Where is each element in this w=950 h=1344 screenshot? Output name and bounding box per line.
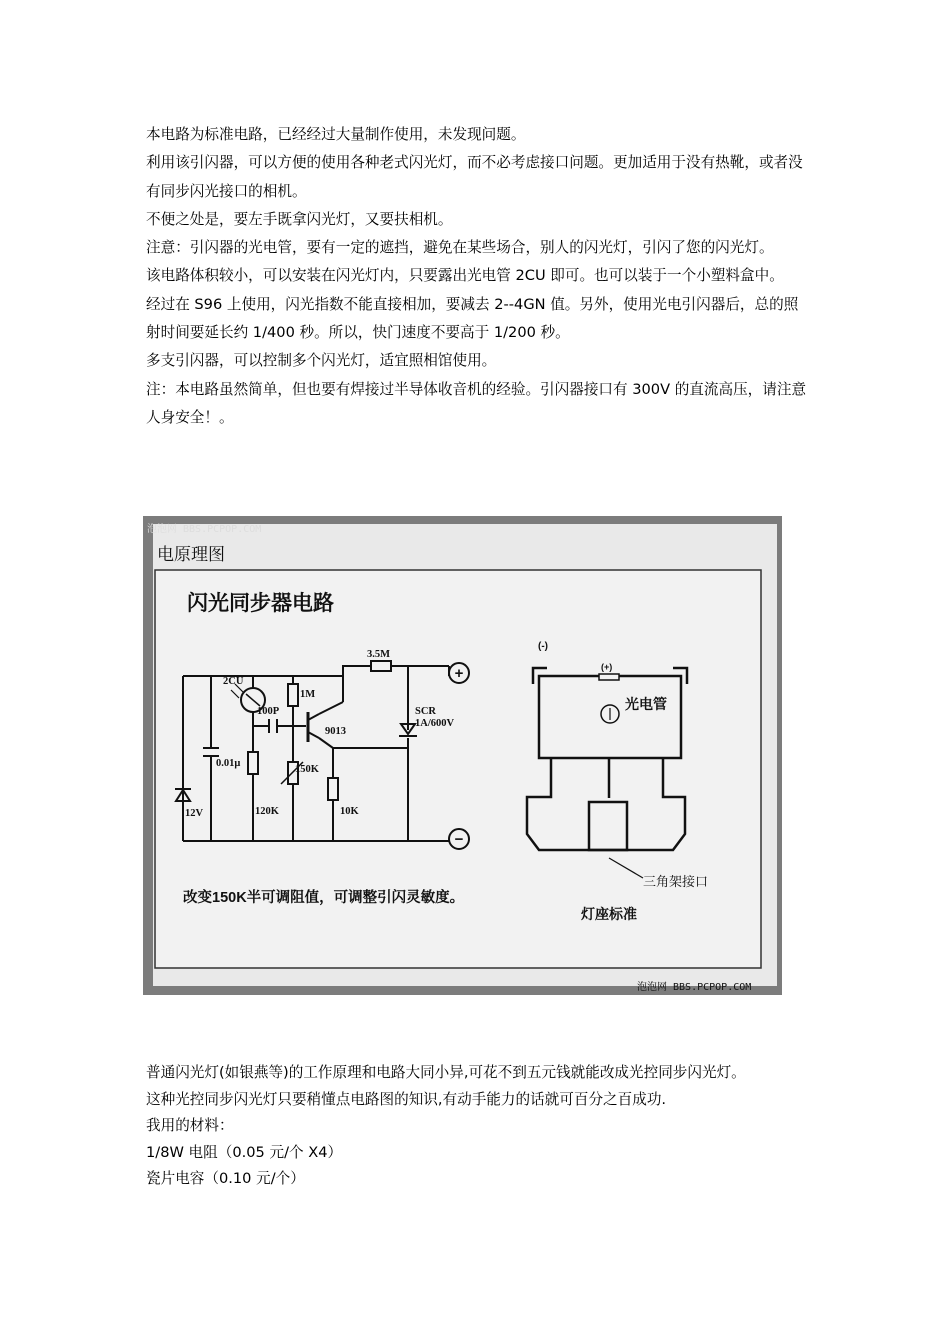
paragraph: 这种光控同步闪光灯只要稍懂点电路图的知识,有动手能力的话就可百分之百成功. bbox=[146, 1090, 667, 1108]
label-12v: 12V bbox=[185, 808, 204, 819]
label-scr: SCR bbox=[415, 706, 437, 717]
paragraph: 利用该引闪器，可以方便的使用各种老式闪光灯，而不必考虑接口问题。更加适用于没有热靴，或者没有同步闪光接口的相机。 bbox=[146, 154, 803, 200]
resistor-1m bbox=[288, 684, 298, 706]
paragraph: 多支引闪器，可以控制多个闪光灯，适宜照相馆使用。 bbox=[146, 352, 497, 370]
label-lamp-base: 灯座标准 bbox=[581, 906, 637, 922]
resistor-120k bbox=[248, 752, 258, 774]
plus-label: + bbox=[454, 665, 464, 682]
watermark-top: 泡泡网 BBS.PCPOP.COM bbox=[147, 524, 262, 535]
intro-text bbox=[146, 121, 810, 432]
figure-caption: 电原理图 bbox=[157, 545, 225, 564]
label-scr-rating: 1A/600V bbox=[415, 718, 455, 729]
circuit-title: 闪光同步器电路 bbox=[187, 592, 334, 615]
label-tripod: 三角架接口 bbox=[643, 874, 709, 889]
label-10k: 10K bbox=[340, 806, 359, 817]
watermark-bottom: 泡泡网 BBS.PCPOP.COM bbox=[637, 982, 752, 993]
label-001: 0.01μ bbox=[216, 758, 241, 769]
paragraph: 普通闪光灯(如银燕等)的工作原理和电路大同小异,可花不到五元钱就能改成光控同步闪光灯。 bbox=[146, 1064, 746, 1081]
label-3.5m: 3.5M bbox=[367, 649, 391, 660]
resistor-10k bbox=[328, 778, 338, 800]
paragraph: 经过在 S96 上使用，闪光指数不能直接相加，要减去 2--4GN 值。另外，使用光电引闪器后，总的照射时间要延长约 1/400 秒。所以，快门速度不要高于 1/200 秒。 bbox=[146, 295, 799, 342]
minus-label: − bbox=[454, 831, 464, 848]
circuit-diagram-photo bbox=[143, 516, 782, 995]
label-neg-small: (-) bbox=[538, 641, 548, 652]
label-9013: 9013 bbox=[325, 726, 346, 737]
paragraph: 我用的材料： bbox=[146, 1117, 234, 1134]
paragraph: 注：本电路虽然简单，但也要有焊接过半导体收音机的经验。引闪器接口有 300V 的直流高压，请注意人身安全！。 bbox=[146, 380, 807, 426]
paragraph: 该电路体积较小，可以安装在闪光灯内，只要露出光电管 2CU 即可。也可以装于一个小塑料盒中。 bbox=[146, 267, 784, 285]
label-pos-small: (+) bbox=[601, 662, 613, 672]
paragraph: 本电路为标准电路，已经经过大量制作使用，未发现问题。 bbox=[146, 126, 526, 143]
label-100p: 100P bbox=[257, 706, 280, 717]
label-2cu: 2CU bbox=[223, 676, 244, 687]
material-item: 1/8W 电阻（0.05 元/个 X4） bbox=[146, 1143, 343, 1161]
label-120k: 120K bbox=[255, 806, 279, 817]
resistor-3.5m bbox=[371, 661, 391, 671]
label-150k: 150K bbox=[295, 764, 319, 775]
paragraph: 注意：引闪器的光电管，要有一定的遮挡，避免在某些场合，别人的闪光灯，引闪了您的闪光灯。 bbox=[146, 239, 774, 257]
paragraph: 不便之处是，要左手既拿闪光灯，又要扶相机。 bbox=[146, 210, 453, 228]
sensitivity-note: 改变150K半可调阻值，可调整引闪灵敏度。 bbox=[183, 890, 465, 906]
material-item: 瓷片电容（0.10 元/个） bbox=[146, 1170, 305, 1187]
materials-text bbox=[146, 1060, 810, 1193]
label-1m: 1M bbox=[300, 689, 316, 700]
label-photo-tube: 光电管 bbox=[625, 696, 667, 712]
